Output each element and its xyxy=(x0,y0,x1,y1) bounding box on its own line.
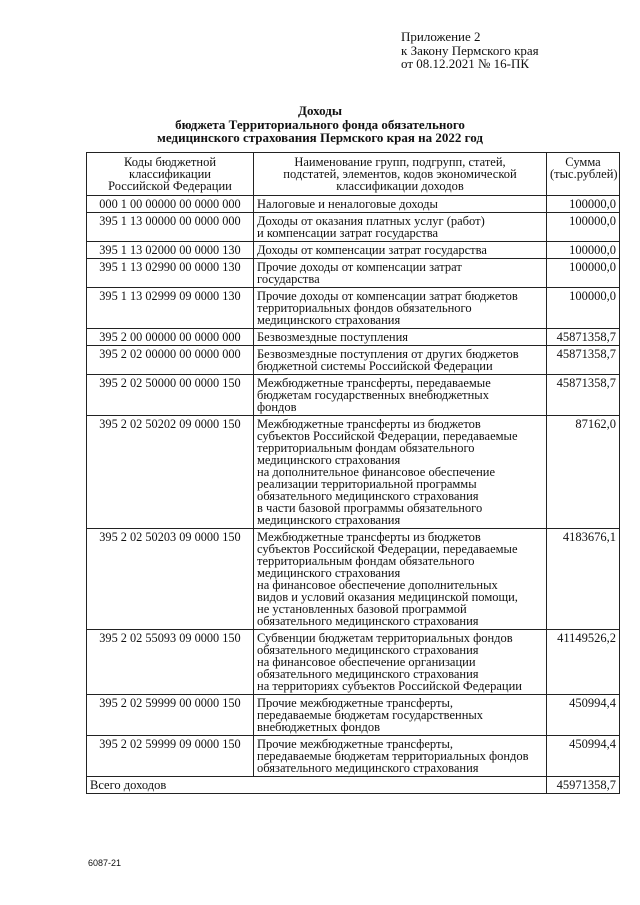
row-sum: 100000,0 xyxy=(547,259,620,288)
table-row xyxy=(87,416,620,529)
row-name-line: Субвенции бюджетам территориальных фондов xyxy=(257,631,513,645)
row-sum: 100000,0 xyxy=(547,288,620,329)
row-name-line: на дополнительное финансовое обеспечение xyxy=(257,465,496,479)
table-body xyxy=(87,196,620,777)
row-name xyxy=(254,736,547,777)
row-sum: 87162,0 xyxy=(547,416,620,529)
row-code: 395 2 02 50202 09 0000 150 xyxy=(87,416,254,529)
row-name xyxy=(254,375,547,416)
total-row xyxy=(87,777,620,794)
document-title xyxy=(0,104,640,145)
row-name-line: видов и условий оказания медицинской помощи, xyxy=(257,590,518,604)
title-line-1: Доходы xyxy=(298,103,342,118)
row-name-line: обязательного медицинского страхования xyxy=(257,489,479,503)
row-name-line: медицинского страхования xyxy=(257,566,401,580)
row-name xyxy=(254,213,547,242)
row-name-line: фондов xyxy=(257,400,297,414)
row-name-line: медицинского страхования xyxy=(257,453,401,467)
row-name-line: обязательного медицинского страхования xyxy=(257,614,479,628)
row-name-line: медицинского страхования xyxy=(257,313,401,327)
table-row xyxy=(87,346,620,375)
table-row xyxy=(87,529,620,630)
row-name-line: Безвозмездные поступления от других бюджетов xyxy=(257,347,519,361)
row-name-line: государства xyxy=(257,272,320,286)
row-code: 395 1 13 00000 00 0000 000 xyxy=(87,213,254,242)
row-name-line: субъектов Российской Федерации, передаваемые xyxy=(257,429,518,443)
row-name-line: на территориях субъектов Российской Федерации xyxy=(257,679,522,693)
table-row xyxy=(87,695,620,736)
row-name-line: Межбюджетные трансферты, передаваемые xyxy=(257,376,491,390)
table-row xyxy=(87,329,620,346)
row-sum: 100000,0 xyxy=(547,213,620,242)
row-code: 395 1 13 02000 00 0000 130 xyxy=(87,242,254,259)
row-sum: 450994,4 xyxy=(547,736,620,777)
row-name-line: территориальных фондов обязательного xyxy=(257,301,472,315)
row-name-line: Прочие межбюджетные трансферты, xyxy=(257,696,453,710)
row-sum: 100000,0 xyxy=(547,196,620,213)
header-code: Коды бюджетной классификации Российской Федерации xyxy=(87,153,254,196)
row-name-line: передаваемые бюджетам государственных xyxy=(257,708,484,722)
row-name-line: обязательного медицинского страхования xyxy=(257,761,479,775)
table-row xyxy=(87,259,620,288)
row-name-line: бюджетной системы Российской Федерации xyxy=(257,359,493,373)
row-code: 395 2 02 59999 00 0000 150 xyxy=(87,695,254,736)
row-sum: 45871358,7 xyxy=(547,346,620,375)
row-name-line: внебюджетных фондов xyxy=(257,720,381,734)
row-code: 395 2 02 50203 09 0000 150 xyxy=(87,529,254,630)
row-name-line: Межбюджетные трансферты из бюджетов xyxy=(257,530,481,544)
table-row xyxy=(87,375,620,416)
row-name xyxy=(254,416,547,529)
row-name-line: территориальным фондам обязательного xyxy=(257,554,475,568)
row-name-line: Налоговые и неналоговые доходы xyxy=(257,197,438,211)
row-sum: 100000,0 xyxy=(547,242,620,259)
row-name xyxy=(254,259,547,288)
row-code: 395 1 13 02990 00 0000 130 xyxy=(87,259,254,288)
row-name-line: передаваемые бюджетам территориальных фондов xyxy=(257,749,529,763)
row-name-line: не установленных базовой программой xyxy=(257,602,467,616)
revenue-table xyxy=(86,152,620,794)
row-name xyxy=(254,346,547,375)
row-name-line: Безвозмездные поступления xyxy=(257,330,409,344)
table-row xyxy=(87,196,620,213)
total-sum: 45971358,7 xyxy=(547,777,620,794)
row-name-line: территориальным фондам обязательного xyxy=(257,441,475,455)
row-name xyxy=(254,329,547,346)
row-sum: 4183676,1 xyxy=(547,529,620,630)
row-code: 395 2 02 00000 00 0000 000 xyxy=(87,346,254,375)
header-sum: Сумма (тыс.рублей) xyxy=(547,153,620,196)
row-name-line: Межбюджетные трансферты из бюджетов xyxy=(257,417,481,431)
row-name-line: Прочие доходы от компенсации затрат бюджетов xyxy=(257,289,518,303)
title-line-2: бюджета Территориального фонда обязательного xyxy=(175,116,465,132)
row-name-line: субъектов Российской Федерации, передаваемые xyxy=(257,542,518,556)
row-code: 395 2 02 59999 09 0000 150 xyxy=(87,736,254,777)
row-name-line: на финансовое обеспечение организации xyxy=(257,655,476,669)
appendix-header xyxy=(401,30,539,71)
row-name-line: на финансовое обеспечение дополнительных xyxy=(257,578,498,592)
header-name: Наименование групп, подгрупп, статей, подстатей, элементов, кодов экономической классификации доходов xyxy=(254,153,547,196)
row-code: 395 2 02 55093 09 0000 150 xyxy=(87,630,254,695)
row-name xyxy=(254,695,547,736)
row-sum: 41149526,2 xyxy=(547,630,620,695)
appendix-law-reference: к Закону Пермского края xyxy=(401,42,539,58)
row-name-line: обязательного медицинского страхования xyxy=(257,667,479,681)
row-name xyxy=(254,196,547,213)
row-name-line: медицинского страхования xyxy=(257,513,401,527)
row-code: 395 1 13 02999 09 0000 130 xyxy=(87,288,254,329)
table-row xyxy=(87,288,620,329)
total-label: Всего доходов xyxy=(87,777,547,794)
row-name xyxy=(254,630,547,695)
row-name xyxy=(254,288,547,329)
row-sum: 45871358,7 xyxy=(547,375,620,416)
row-sum: 45871358,7 xyxy=(547,329,620,346)
table-header-row xyxy=(87,153,620,196)
row-name-line: обязательного медицинского страхования xyxy=(257,643,479,657)
appendix-title: Приложение 2 xyxy=(401,29,481,44)
row-name xyxy=(254,529,547,630)
row-code: 000 1 00 00000 00 0000 000 xyxy=(87,196,254,213)
document-number: 6087-21 xyxy=(88,858,122,868)
row-sum: 450994,4 xyxy=(547,695,620,736)
row-code: 395 2 00 00000 00 0000 000 xyxy=(87,329,254,346)
row-name-line: Прочие доходы от компенсации затрат xyxy=(257,260,462,274)
row-name xyxy=(254,242,547,259)
row-name-line: Доходы от оказания платных услуг (работ) xyxy=(257,214,485,228)
row-code: 395 2 02 50000 00 0000 150 xyxy=(87,375,254,416)
table-row xyxy=(87,630,620,695)
row-name-line: и компенсации затрат государства xyxy=(257,226,439,240)
row-name-line: Прочие межбюджетные трансферты, xyxy=(257,737,453,751)
appendix-law-date: от 08.12.2021 № 16-ПК xyxy=(401,56,530,71)
table-row xyxy=(87,736,620,777)
row-name-line: бюджетам государственных внебюджетных xyxy=(257,388,489,402)
row-name-line: Доходы от компенсации затрат государства xyxy=(257,243,487,257)
table-row xyxy=(87,213,620,242)
row-name-line: реализации территориальной программы xyxy=(257,477,477,491)
row-name-line: в части базовой программы обязательного xyxy=(257,501,483,515)
table-row xyxy=(87,242,620,259)
title-line-3: медицинского страхования Пермского края на 2022 год xyxy=(157,130,483,145)
